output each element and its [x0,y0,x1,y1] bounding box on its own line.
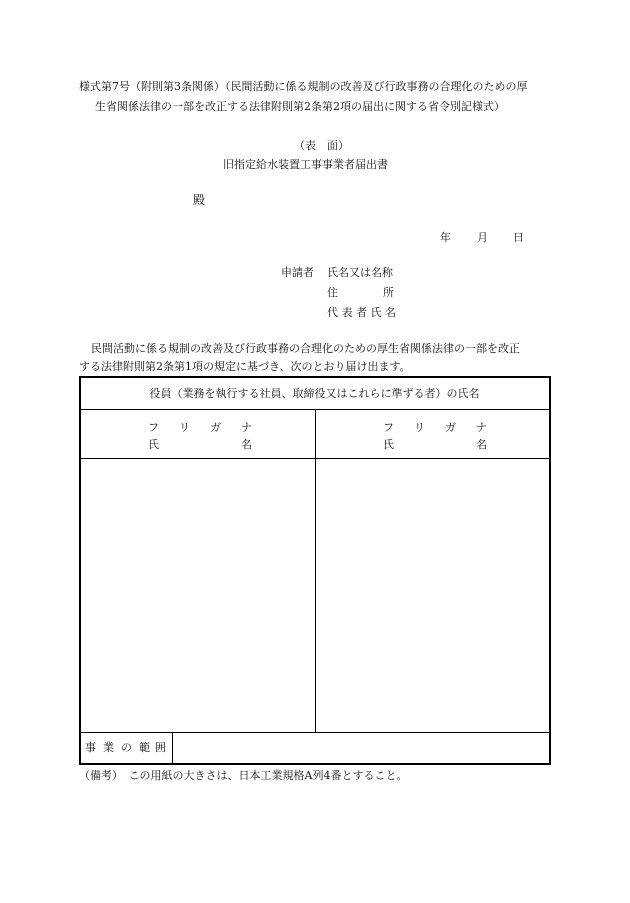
table-border-right [549,376,551,765]
representative-name-field: 代 表 者 氏 名 [327,306,396,319]
name-char: 名 [476,438,487,451]
addressee-suffix: 殿 [193,193,206,207]
form-number-line2: 生省関係法律の一部を改正する法律附則第2条第2項の届出に関する省令別記様式） [95,100,505,113]
furigana-char: リ [414,421,425,434]
date-month-label: 月 [477,231,488,244]
remark-note: （備考） この用紙の大きさは、日本工業規格A列4番とすること。 [79,769,408,782]
right-names-cell[interactable] [316,459,549,732]
date-year-label: 年 [440,231,451,244]
date-day-label: 日 [513,231,524,244]
furigana-char: リ [179,421,190,434]
table-border-top [79,376,551,378]
scope-char: 事 [85,741,96,754]
scope-char: 業 [103,741,114,754]
body-text-line1: 民間活動に係る規制の改善及び行政事務の合理化のための厚生省関係法律の一部を改正 [91,342,520,355]
furigana-char: ガ [210,421,221,434]
document-title: 旧指定給水装置工事事業者届出書 [223,158,388,171]
side-label: （表 面） [294,139,349,152]
name-char: 氏 [383,438,394,451]
address-char-2: 所 [383,286,394,299]
applicant-label: 申請者 [281,266,314,279]
furigana-char: ナ [241,421,252,434]
left-names-cell[interactable] [81,459,315,732]
name-char: 名 [241,438,252,451]
table-title: 役員（業務を執行する社員、取締役又はこれらに準ずる者）の氏名 [149,387,480,400]
address-char-1: 住 [327,286,338,299]
furigana-char: フ [383,421,394,434]
business-scope-field[interactable] [173,733,549,763]
scope-char: 範 [139,741,150,754]
furigana-char: ナ [476,421,487,434]
applicant-name-field: 氏名又は名称 [327,266,393,279]
name-char: 氏 [148,438,159,451]
body-text-line2: する法律附則第2条第1項の規定に基づき、次のとおり届け出ます。 [79,360,411,373]
scope-char: 囲 [155,741,166,754]
form-number-line1: 様式第7号（附則第3条関係）（民間活動に係る規制の改善及び行政事務の合理化のための厚 [79,80,528,93]
scope-char: の [121,741,132,754]
table-border-bottom [79,763,551,765]
furigana-char: フ [148,421,159,434]
furigana-char: ガ [445,421,456,434]
